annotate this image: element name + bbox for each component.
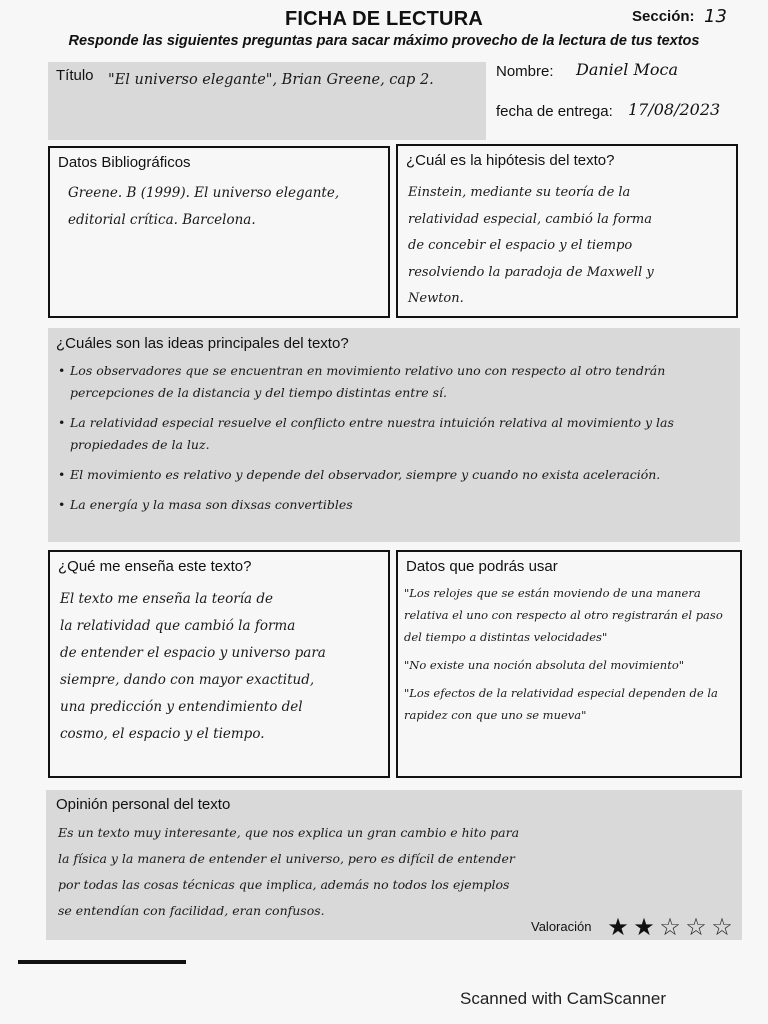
ideas-principales-label: ¿Cuáles son las ideas principales del texto? (56, 335, 349, 352)
idea-item: • Los observadores que se encuentran en movimiento relativo uno con respecto al otro tendrán percepciones de la distancia y del tiempo distintas entre sí. (58, 360, 730, 404)
idea-item: • El movimiento es relativo y depende del observador, siempre y cuando no exista aceleración. (58, 464, 730, 486)
hipotesis-box (396, 144, 738, 318)
titulo-label: Título (56, 67, 94, 84)
ideas-principales-list (58, 360, 730, 524)
worksheet-title: FICHA DE LECTURA (284, 8, 483, 30)
datos-bibliograficos-text: Greene. B (1999). El universo elegante, editorial crítica. Barcelona. (68, 185, 340, 228)
hipotesis-label: ¿Cuál es la hipótesis del texto? (406, 152, 615, 169)
ideas-principales-box (48, 328, 740, 542)
star-empty-icon: ☆ (711, 914, 731, 941)
opinion-text: Es un texto muy interesante, que nos explica un gran cambio e hito para la física y la manera de entender el universo, pero es difícil de entender por todas las cosas técnicas que implica, además no todos los ejemplos se entendían con facilidad, eran confusos. (58, 825, 520, 918)
opinion-label: Opinión personal del texto (56, 796, 231, 813)
datos-bibliograficos-label: Datos Bibliográficos (58, 154, 191, 171)
rating-stars (604, 913, 734, 942)
star-filled-icon: ★ (633, 914, 653, 941)
quote-item: "Los relojes que se están moviendo de una manera relativa el uno con respecto al otro registrarán el paso del tiempo a distintas velocidades" (404, 586, 723, 644)
que-me-ensena-box (48, 550, 390, 778)
section-label: Sección: (632, 8, 695, 25)
section-value: 13 (704, 6, 727, 27)
star-filled-icon: ★ (607, 914, 627, 941)
rating-label: Valoración (531, 919, 592, 934)
idea-item: • La energía y la masa son dixsas convertibles (58, 494, 730, 516)
scanner-watermark: Scanned with CamScanner (460, 989, 667, 1008)
datos-usar-box (396, 550, 742, 778)
star-empty-icon: ☆ (659, 914, 679, 941)
nombre-label: Nombre: (496, 63, 554, 80)
que-me-ensena-label: ¿Qué me enseña este texto? (58, 558, 252, 575)
star-empty-icon: ☆ (685, 914, 705, 941)
datos-usar-label: Datos que podrás usar (406, 558, 558, 575)
que-me-ensena-text: El texto me enseña la teoría de la relatividad que cambió la forma de entender el espacio y universo para siempre, dando con mayor exactitud, una predicción y entendimiento del cosmo, el espacio y el tiempo. (60, 591, 326, 742)
scan-edge-mark (18, 960, 186, 964)
titulo-box (48, 62, 486, 140)
titulo-value: "El universo elegante", Brian Greene, cap 2. (108, 72, 434, 88)
idea-item: • La relatividad especial resuelve el conflicto entre nuestra intuición relativa al movimiento y las propiedades de la luz. (58, 412, 730, 456)
datos-usar-quotes (404, 582, 738, 732)
hipotesis-text: Einstein, mediante su teoría de la relatividad especial, cambió la forma de concebir el espacio y el tiempo resolviendo la paradoja de Maxwell y Newton. (408, 185, 654, 306)
fecha-value: 17/08/2023 (628, 100, 721, 119)
datos-bibliograficos-box (48, 146, 390, 318)
fecha-label: fecha de entrega: (496, 103, 613, 120)
worksheet-subtitle: Responde las siguientes preguntas para sacar máximo provecho de la lectura de tus textos (68, 33, 700, 49)
quote-item: "Los efectos de la relatividad especial dependen de la rapidez con que uno se mueva" (404, 686, 718, 722)
nombre-value: Daniel Moca (576, 60, 678, 79)
quote-item: "No existe una noción absoluta del movimiento" (404, 658, 685, 672)
